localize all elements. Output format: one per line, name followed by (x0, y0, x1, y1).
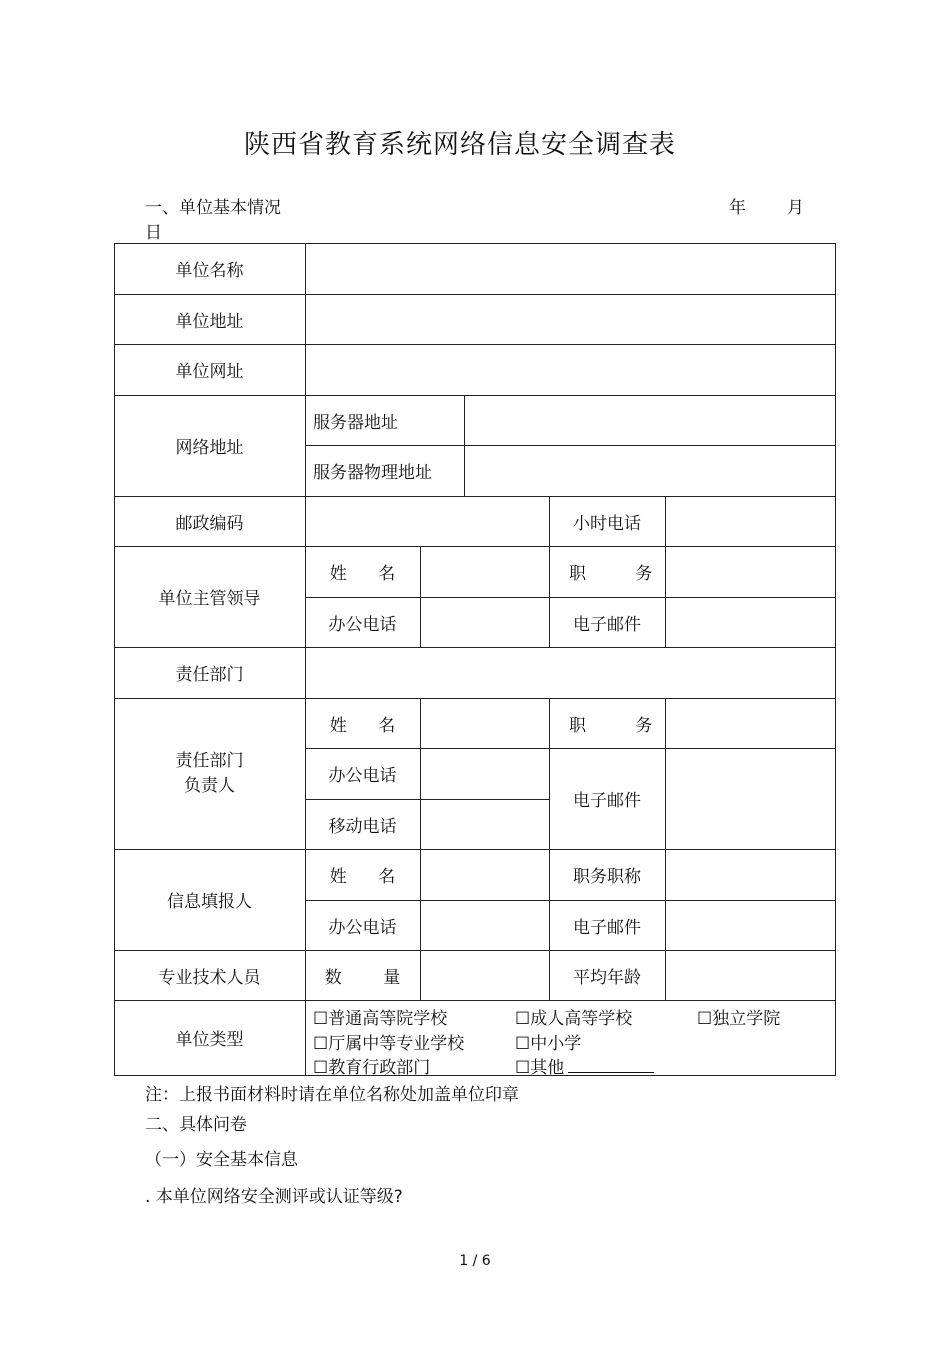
checkbox-independent-college[interactable]: ☐独立学院 (697, 1009, 781, 1029)
field-reporter-office-phone[interactable] (421, 901, 549, 950)
day-label: 日 (145, 223, 162, 243)
field-department[interactable] (306, 648, 835, 698)
question-1: . 本单位网络安全测评或认证等级? (145, 1187, 403, 1207)
label-avg-age: 平均年龄 (573, 967, 641, 988)
page-title: 陕西省教育系统网络信息安全调查表 (243, 130, 676, 160)
label-unit-address: 单位地址 (175, 311, 244, 332)
note: 注：上报书面材料时请在单位名称处加盖单位印章 (145, 1085, 519, 1105)
label-leader-position: 职 务 (569, 564, 653, 584)
page-number: 1 / 6 (459, 1253, 491, 1269)
label-reporter: 信息填报人 (167, 892, 252, 912)
label-quantity: 数 量 (324, 967, 401, 988)
label-tech-staff: 专业技术人员 (158, 967, 261, 988)
label-unit-name: 单位名称 (175, 261, 244, 281)
field-avg-age[interactable] (666, 951, 835, 1000)
field-unit-website[interactable] (306, 345, 835, 395)
label-leader-office-phone: 办公电话 (328, 614, 397, 635)
label-dept-head (114, 698, 305, 849)
label-dept-head-mobile: 移动电话 (328, 816, 397, 837)
checkbox-regular-university[interactable]: ☐普通高等院学校 (313, 1009, 448, 1029)
field-dept-head-mobile[interactable] (421, 800, 549, 849)
label-department: 责任部门 (175, 665, 244, 685)
field-unit-address[interactable] (306, 295, 835, 344)
label-dept-head-position: 职 务 (569, 715, 653, 736)
field-unit-name[interactable] (306, 244, 835, 294)
field-reporter-name[interactable] (421, 850, 549, 900)
year-label: 年 (729, 198, 746, 218)
checkbox-other[interactable] (515, 1053, 654, 1078)
field-dept-head-name[interactable] (421, 699, 549, 748)
label-leader-email: 电子邮件 (573, 614, 641, 635)
label-leader-name: 姓 名 (329, 564, 396, 584)
label-dept-head-line1: 责任部门 (175, 750, 244, 771)
label-unit-type: 单位类型 (175, 1030, 244, 1050)
checkbox-adult-college[interactable]: ☐成人高等学校 (515, 1009, 633, 1029)
field-leader-position[interactable] (666, 547, 835, 597)
label-reporter-email: 电子邮件 (573, 917, 641, 938)
field-hour-phone[interactable] (666, 497, 835, 546)
other-blank-line[interactable] (568, 1058, 654, 1073)
field-server-physical-address[interactable] (465, 446, 835, 496)
checkbox-education-admin[interactable]: ☐教育行政部门 (313, 1058, 431, 1078)
field-reporter-email[interactable] (666, 901, 835, 950)
subsection-1-heading: （一）安全基本信息 (145, 1150, 298, 1170)
label-unit-website: 单位网址 (175, 362, 244, 382)
label-reporter-office-phone: 办公电话 (328, 917, 397, 938)
month-label: 月 (787, 198, 804, 218)
field-leader-email[interactable] (666, 598, 835, 647)
label-reporter-title: 职务职称 (573, 867, 641, 887)
label-dept-head-name: 姓 名 (329, 715, 396, 736)
label-dept-head-email: 电子邮件 (573, 791, 641, 811)
field-dept-head-position[interactable] (666, 699, 835, 748)
field-dept-head-office-phone[interactable] (421, 749, 549, 799)
label-network-address: 网络地址 (175, 438, 244, 458)
label-server-physical-address: 服务器物理地址 (313, 463, 432, 483)
field-dept-head-email[interactable] (666, 749, 835, 849)
label-reporter-name: 姓 名 (329, 867, 396, 887)
field-postal-code[interactable] (306, 497, 549, 546)
checkbox-secondary-vocational[interactable]: ☐厅属中等专业学校 (313, 1034, 465, 1054)
field-quantity[interactable] (421, 951, 549, 1000)
label-dept-head-office-phone: 办公电话 (328, 766, 397, 786)
label-dept-head-line2: 负责人 (184, 775, 235, 796)
checkbox-other-label: ☐其他 (515, 1058, 565, 1078)
field-leader-name[interactable] (421, 547, 549, 597)
section-1-heading: 一、单位基本情况 (145, 198, 281, 218)
label-postal-code: 邮政编码 (175, 513, 244, 534)
section-2-heading: 二、具体问卷 (145, 1115, 247, 1135)
field-leader-office-phone[interactable] (421, 598, 549, 647)
label-server-address: 服务器地址 (313, 412, 398, 433)
field-server-address[interactable] (465, 396, 835, 445)
label-hour-phone: 小时电话 (573, 513, 641, 534)
checkbox-primary-secondary[interactable]: ☐中小学 (515, 1034, 582, 1054)
field-reporter-title[interactable] (666, 850, 835, 900)
label-leader: 单位主管领导 (158, 589, 261, 609)
